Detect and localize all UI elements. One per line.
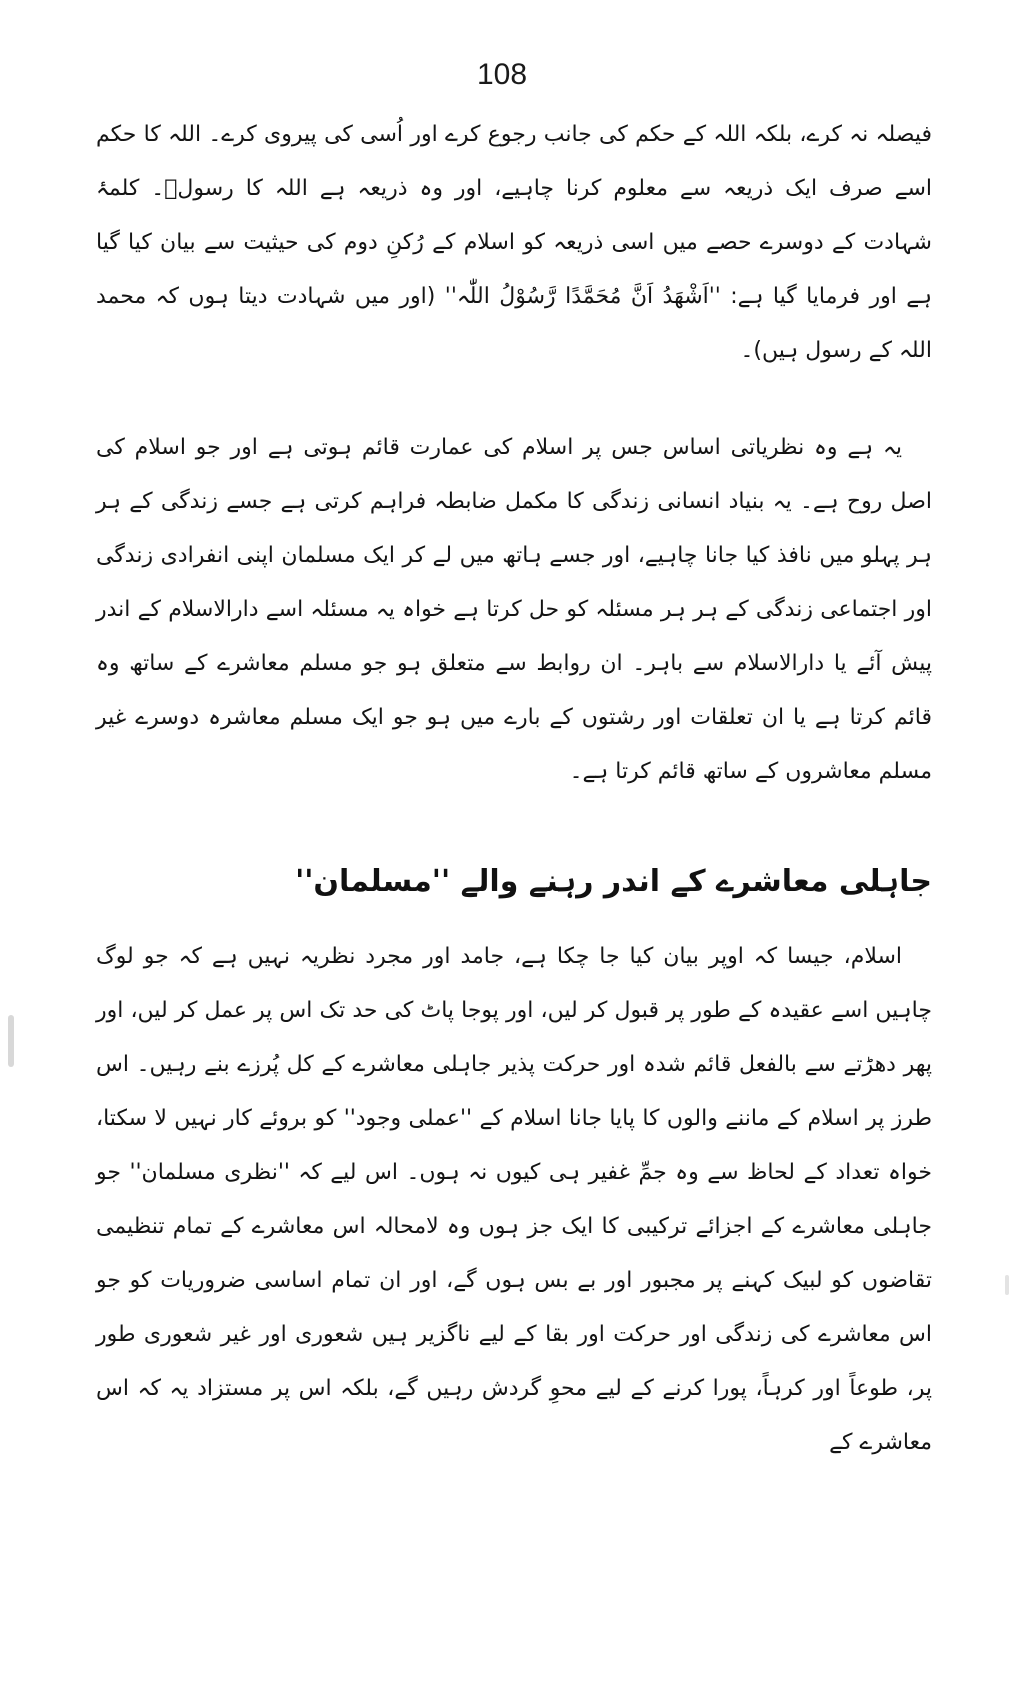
paragraph-3 [96, 930, 932, 1470]
page-number: 108 [476, 58, 528, 91]
scan-edge-mark [1005, 1275, 1009, 1295]
paragraph-1-body: فیصلہ نہ کرے، بلکہ اللہ کے حکم کی جانب رجوع کرے اور اُسی کی پیروی کرے۔ اللہ کا حکم اسے صرف ایک ذریعہ سے معلوم کرنا چاہیے، اور وہ ذریعہ ہے اللہ کا رسولؐ۔ کلمۂ شہادت کے دوسرے حصے میں اسی ذریعہ کو اسلام کے رُکنِ دوم کی حیثیت سے بیان کیا گیا ہے اور فرمایا گیا ہے: [96, 122, 932, 309]
section-heading: جاہلی معاشرے کے اندر رہنے والے ''مسلمان'' [295, 864, 932, 899]
paragraph-2 [96, 421, 932, 799]
paragraph-2-text: یہ ہے وہ نظریاتی اساس جس پر اسلام کی عمارت قائم ہوتی ہے اور جو اسلام کی اصل روح ہے۔ یہ بنیاد انسانی زندگی کا مکمل ضابطہ فراہم کرتی ہے جسے زندگی کے ہر ہر پہلو میں نافذ کیا جانا چاہیے، اور جسے ہاتھ میں لے کر ایک مسلمان اپنی انفرادی زندگی اور اجتماعی زندگی کے ہر ہر مسئلہ کو حل کرتا ہے خواہ یہ مسئلہ اسے دارالاسلام کے اندر پیش آئے یا دارالاسلام سے باہر۔ ان روابط سے متعلق ہو جو مسلم معاشرے کے ساتھ وہ قائم کرتا ہے یا ان تعلقات اور رشتوں کے بارے میں ہو جو ایک مسلم معاشرہ دوسرے غیر مسلم معاشروں کے ساتھ قائم کرتا ہے۔ [96, 435, 932, 784]
paragraph-1-text [96, 108, 932, 378]
scan-margin-mark [8, 1015, 14, 1067]
shahadah-quote: ''اَشْھَدُ اَنَّ مُحَمَّدًا رَّسُوْلُ اللّٰہ'' [444, 284, 721, 309]
paragraph-1 [96, 108, 932, 378]
paragraph-1-ending: (اور میں شہادت دیتا ہوں کہ محمد اللہ کے رسول ہیں)۔ [96, 284, 932, 363]
paragraph-3-text: اسلام، جیسا کہ اوپر بیان کیا جا چکا ہے، جامد اور مجرد نظریہ نہیں ہے کہ جو لوگ چاہیں اسے عقیدہ کے طور پر قبول کر لیں، اور پوجا پاٹ کی حد تک اس پر عمل کر لیں، اور پھر دھڑتے سے بالفعل قائم شدہ اور حرکت پذیر جاہلی معاشرے کے کل پُرزے بنے رہیں۔ اس طرز پر اسلام کے ماننے والوں کا پایا جانا اسلام کے ''عملی وجود'' کو بروئے کار نہیں لا سکتا، خواہ تعداد کے لحاظ سے وہ جمِّ غفیر ہی کیوں نہ ہوں۔ اس لیے کہ ''نظری مسلمان'' جو جاہلی معاشرے کے اجزائے ترکیبی کا ایک جز ہوں وہ لامحالہ اس معاشرے کے تمام تنظیمی تقاضوں کو لبیک کہنے پر مجبور اور بے بس ہوں گے، اور ان تمام اساسی ضروریات کو جو اس معاشرے کی زندگی اور حرکت اور بقا کے لیے ناگزیر ہیں شعوری اور غیر شعوری طور پر، طوعاً اور کرہاً، پورا کرنے کے لیے محوِ گردش رہیں گے، بلکہ اس پر مستزاد یہ کہ اس معاشرے کے [96, 944, 932, 1455]
